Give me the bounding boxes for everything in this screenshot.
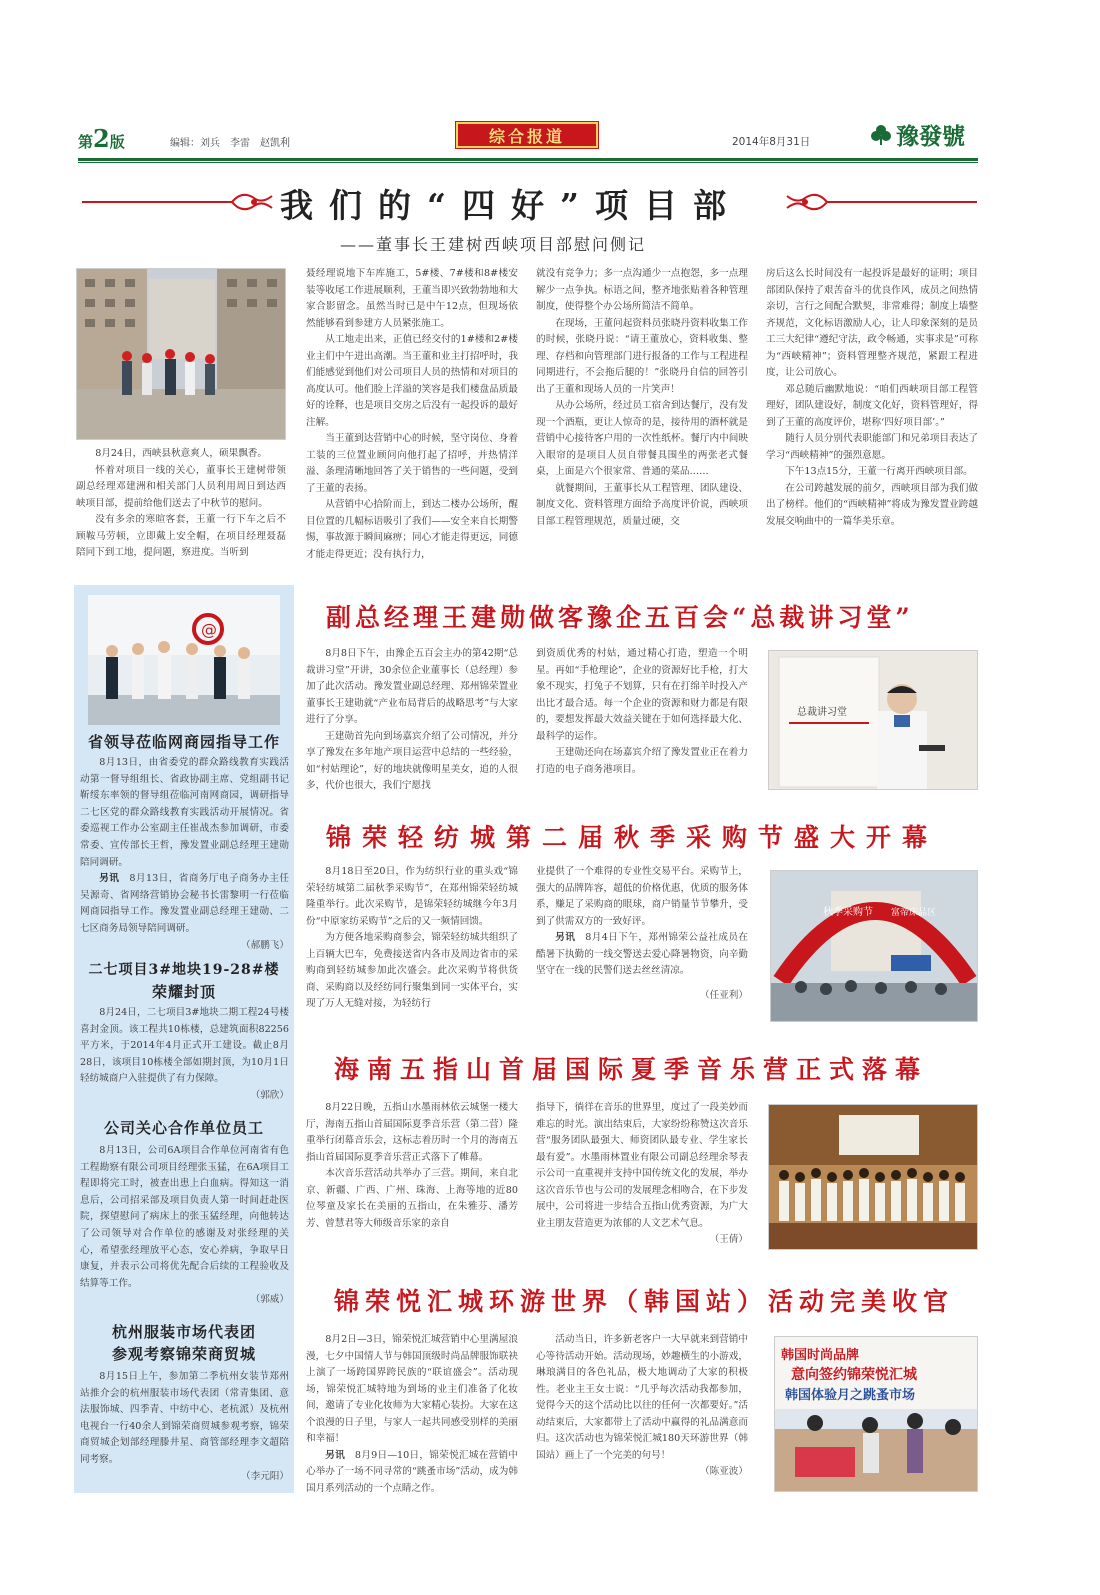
brand-name: 豫發號 (896, 123, 965, 150)
korea-event-headline: 锦荣悦汇城环游世界（韩国站）活动完美收官 (334, 1287, 955, 1316)
byline: （郭欣） (250, 1089, 289, 1101)
publication-date: 2014年8月31日 (732, 136, 811, 148)
header-rule-thin (78, 162, 978, 163)
byline: （郭威） (250, 1294, 289, 1306)
paragraph: 没有多余的寒暄客套，王董一行下车之后不顾鞍马劳顿，立即戴上安全帽，在项目经理聂磊陪同下到工地，提问题，察进度。当听到 (76, 514, 286, 558)
byline: （王倩） (709, 1234, 748, 1245)
paragraph: 聂经理说地下车库施工，5#楼、7#楼和8#楼安装等收尾工作进展顺利，王董当即兴致勃勃地和大家合影留念。虽然当时已是中午12点，但现场依然能够看到参建方人员紧张施工。 (306, 268, 518, 329)
paragraph: 房后这么长时间没有一起投诉是最好的证明；项目部团队保持了艰苦奋斗的优良作风，成员之间热情亲切，言行之间配合默契，非常难得；制度上墙整齐规范，文化标语激励人心，让人印象深刻的是员工三大纪律“遵纪守法，政令畅通，实事求是”可称为“西峡精神”；资料管理整齐规范，紧跟工程进度，让公司放心。 (766, 268, 978, 378)
also-label: 另讯 (99, 873, 120, 885)
paragraph: 邓总随后幽默地说：“咱们西峡项目部工程管理好，团队建设好，制度文化好，资料管理好，得到了王董的高度评价，堪称‘四好项目部’。” (766, 383, 978, 428)
korea-column-2 (536, 1332, 748, 1481)
news-sidebar (74, 585, 294, 1493)
paragraph: 从营销中心拾阶而上，到达二楼办公场所，醒目位置的几幅标语吸引了我们——安全来自长期警惕，事故源于瞬间麻痹；同心才能走得更远，同德才能走得更近；没有执行力， (306, 499, 518, 560)
music-camp-headline: 海南五指山首届国际夏季音乐营正式落幕 (334, 1055, 929, 1084)
paragraph: 就餐期间，王董事长从工程管理、团队建设、制度文化、资料管理方面给予高度评价说，西峡项目部工程管理规范，质量过硬，交 (536, 482, 748, 527)
lead-column-3 (536, 266, 748, 530)
paragraph: 8月24日，二七项目3#地块二期工程24号楼喜封金顶。该工程共10栋楼，总建筑面积82256平方米，于2014年4月正式开工建设。截止8月28日，该项目10栋楼全部如期封顶，为10月1日轻纺城商户入驻提供了有力保障。 (80, 1007, 289, 1085)
sidebar-headline-3: 公司关心合作单位员工 (103, 1119, 264, 1137)
paragraph: 从工地走出来，正值已经交付的1#楼和2#楼业主们中午进出高潮。当王董和业主打招呼时，我们能感觉到他们对公司项目人员的热情和对项目的高度认可。他们脸上洋溢的笑容是我们楼盘品质最好的诠释，也是项目交房之后没有一起投诉的最好注解。 (306, 334, 518, 428)
sidebar-headline-1: 省领导莅临网商园指导工作 (87, 733, 280, 751)
paragraph: 8月4日下午，郑州锦荣公益社成员在酷暑下执勤的一线交警送去爱心降暑物资，向辛勤坚守在一线的民警们送去丝丝清凉。 (536, 932, 749, 976)
paragraph: 在公司跨越发展的前夕，西峡项目部为我们做出了榜样。他们的“西峡精神”将成为豫发置业跨越发展交响曲中的一篇华美乐章。 (766, 482, 978, 527)
lead-column-2 (306, 266, 518, 563)
forum-headline: 副总经理王建勋做客豫企五百会“总裁讲习堂” (326, 603, 914, 632)
brand-logo (870, 118, 965, 151)
sidebar-headline-4a: 杭州服装市场代表团 (111, 1323, 256, 1341)
inspection-photo (88, 595, 280, 725)
paragraph: 8月9日—10日，锦荣悦汇城在营销中心举办了一场不同寻常的“跳蚤市场”活动，成为韩国月系列活动的一个点睛之作。 (306, 1449, 519, 1494)
forum-column-1 (306, 646, 518, 795)
byline: （陈亚波） (700, 1466, 748, 1477)
right-ornament (785, 190, 977, 214)
lead-column-1 (76, 446, 286, 562)
sidebar-story-1 (80, 755, 289, 954)
music-column-1 (306, 1100, 518, 1232)
clover-icon (870, 124, 892, 146)
sidebar-headline-2b: 荣耀封顶 (151, 983, 216, 1001)
sidebar-headline-2a: 二七项目3#地块19-28#楼 (88, 962, 280, 978)
festival-column-2 (536, 864, 748, 1004)
paragraph: 随行人员分别代表职能部门和兄弟项目表达了学习“西峡精神”的强烈意愿。 (766, 433, 978, 461)
paragraph: 为方便各地采购商参会，锦荣轻纺城共组织了上百辆大巴车，免费接送省内各市及周边省市的采购商到轻纺城参加此次盛会。此次采购节将供货商、采购商以及经纺同行聚集到同一实体平台，实现了万人无缝对接，为轻纺行 (306, 932, 518, 1009)
also-label: 另讯 (325, 1449, 345, 1461)
paragraph: 业提供了一个难得的专业性交易平台。采购节上，强大的品牌阵容，超低的价格优惠，优质的服务体系，赚足了采购商的眼球，商户销量节节攀升，受到了供需双方的一致好评。 (536, 866, 748, 927)
byline: （李元阳） (241, 1470, 289, 1482)
forum-column-2 (536, 646, 748, 778)
sidebar-headline-4b: 参观考察锦荣商贸城 (111, 1345, 256, 1363)
paragraph: 下午13点15分，王董一行离开西峡项目部。 (785, 466, 973, 477)
paragraph: 王建勋还向在场嘉宾介绍了豫发置业正在着力打造的电子商务港项目。 (536, 747, 748, 775)
paragraph: 怀着对项目一线的关心，董事长王建树带领副总经理邓建洲和相关部门人员利用周日到达西峡项目部，提前给他们送去了中秋节的慰问。 (76, 464, 286, 509)
paragraph: 就没有竞争力；多一点沟通少一点抱怨，多一点理解少一点争执。标语之间，整齐地张贴着各种管理制度，使得整个办公场所简洁不简单。 (536, 268, 748, 312)
paragraph: 8月13日，公司6A项目合作单位河南省有色工程勘察有限公司项目经理张玉猛，在6A项目工程即将完工时，被查出患上白血病。得知这一消息后，公司招采部及项目负责人第一时间赶赴医院，探望慰问了病床上的张玉猛经理，向他转达了公司领导对合作单位的感谢及对张经理的关心，希望张经理放平心态，安心养病，争取早日康复，并表示公司将优先配合后续的工程验收及结算等工作。 (80, 1145, 289, 1289)
paragraph: 8月15日上午，参加第二季杭州女装节郑州站推介会的杭州服装市场代表团（常青集团、意法服饰城、四季青、中纺中心、老杭派）及杭州电视台一行40余人到锦荣商贸城参观考察，锦荣商贸城企划部经理滕井星、商管部经理李文超陪同考察。 (80, 1371, 289, 1465)
banner-text: 秋季采购节 (823, 907, 873, 918)
paragraph: 8月13日，省商务厅电子商务办主任吴源奇、省网络营销协会秘书长雷黎明一行莅临网商园指导工作。豫发置业副总经理王建勋、二七区商务局领导陪同调研。 (80, 873, 290, 934)
page-number: 第2版 (78, 124, 125, 153)
paragraph: 8月13日，由省委党的群众路线教育实践活动第一督导组组长、省政协副主席、党组副书记靳绥东率领的督导组莅临河南网商园，调研指导二七区党的群众路线教育实践活动开展情况。省委巡视工作办公室副主任崔战杰参加调研，市委常委、宣传部长王哲，豫发置业副总经理王建勋陪同调研。 (80, 757, 289, 868)
paragraph: 活动当日，许多新老客户一大早就来到营销中心等待活动开始。活动现场，妙趣横生的小游戏，琳琅满目的各色礼品，极大地调动了大家的积极性。老业主王女士说：“几乎每次活动我都参加，觉得今天的这个活动比以往的任何一次都要好。”活动结束后，大家都带上了活动中赢得的礼品满意而归。这次活动也为锦荣悦汇城180天环游世界（韩国站）画上了一个完美的句号！ (536, 1334, 748, 1461)
left-ornament (82, 190, 274, 214)
sign-text-2: 意向签约锦荣悦汇城 (791, 1367, 917, 1383)
sidebar-story-3 (80, 1143, 289, 1309)
paragraph: 指导下，徜徉在音乐的世界里，度过了一段美妙而难忘的时光。演出结束后，大家纷纷称赞这次音乐营“服务团队最强大、师资团队最专业、学生家长最有爱”。水墨雨林置业有限公司副总经理余琴表示公司一直重视并支持中国传统文化的发展，举办这次音乐节也与公司的发展理念相吻合，在下步发展中，公司将进一步结合五指山优秀资源，为广大业主朋友营造更为浓郁的人文艺术气息。 (536, 1102, 748, 1229)
byline: （任亚利） (700, 989, 748, 1001)
screen-text: 总裁讲习堂 (797, 707, 847, 718)
section-tag: 综合报道 (456, 122, 598, 148)
flea-market-photo (774, 1336, 978, 1492)
music-camp-photo (768, 1104, 978, 1250)
lead-subheadline: ——董事长王建树西峡项目部慰问侧记 (340, 235, 647, 254)
sign-text-1: 韩国时尚品牌 (781, 1348, 860, 1363)
paragraph: 8月18日至20日，作为纺织行业的重头戏“锦荣轻纺城第二届秋季采购节”，在郑州锦荣轻纺城隆重举行。此次采购节，是锦荣轻纺城继今年3月份“中原家纺采购节”之后的又一频情回馈。 (306, 866, 518, 927)
paragraph: 8月22日晚，五指山水墨雨林依云城堡一楼大厅，海南五指山首届国际夏季音乐营（第二营）隆重举行闭幕音乐会，这标志着历时一个月的海南五指山首届国际夏季音乐营正式落下了帷幕。 (306, 1102, 518, 1163)
svg-text:@: @ (201, 620, 217, 639)
speaker-photo (768, 650, 978, 790)
banner-text-2: 富帝床品区 (891, 908, 937, 918)
editors-line: 编辑：刘兵 李雷 赵凯利 (170, 138, 290, 149)
festival-column-1 (306, 864, 518, 1013)
also-label: 另讯 (555, 932, 576, 943)
lead-headline: 我们的“四好”项目部 (280, 186, 742, 225)
sidebar-story-4 (80, 1369, 289, 1485)
sign-text-3: 韩国体验月之跳蚤市场 (785, 1388, 916, 1403)
header-rule (78, 158, 978, 161)
paragraph: 本次音乐营活动共举办了三营。期间，来自北京、新疆、广西、广州、珠海、上海等地的近80位琴童及家长在美丽的五指山，在朱雅芬、潘芳芳、曾慧君等大师级音乐家的亲自 (306, 1168, 518, 1229)
paragraph: 在现场，王董问起资料员张晓丹资料收集工作的时候，张晓丹说：“请王董放心，资料收集、整理、存档和向管理部门进行报备的工作与工程进程同期进行，不会拖后腿的！”张晓丹自信的回答引出了王董和现场人员的一片笑声！ (536, 317, 748, 395)
shopping-festival-photo (770, 870, 978, 1022)
paragraph: 8月8日下午，由豫企五百会主办的第42期“总裁讲习堂”开讲，30余位企业董事长（总经理）参加了此次活动。豫发置业副总经理、郑州锦荣置业董事长王建勋就“产业布局背后的战略思考”与大家进行了分享。 (306, 648, 518, 725)
photo-caption: 8月24日，西峡县秋意爽人，硕果飘香。 (95, 448, 267, 459)
byline: （郝鹏飞） (241, 939, 289, 951)
paragraph: 到资质优秀的村姑，通过精心打造，塑造一个明星。再如“手枪理论”，企业的资源好比手枪，打大象不现实，打兔子不划算，只有在打绵羊时投入产出比才最合适。每一个企业的资源和财力都是有限的，要想发挥最大效益关键在于如何选择最大化、最科学的运作。 (536, 648, 748, 742)
construction-site-photo (76, 268, 286, 440)
lead-column-4 (766, 266, 978, 530)
paragraph: 从办公场所，经过员工宿舍到达餐厅，没有发现一个酒瓶，更让人惊奇的是，接待用的酒杯就是营销中心接待客户用的一次性纸杯。餐厅内中间映入眼帘的是项目人员自带餐具围坐的两张老式餐桌，上面是六个很家常、普通的菜品…… (536, 400, 748, 477)
korea-column-1 (306, 1332, 518, 1497)
paragraph: 王建勋首先向到场嘉宾介绍了公司情况，并分享了豫发在多年地产项目运营中总结的一些经验，如“村姑理论”，好的地块就像明星美女，追的人很多，代价也很大，我们宁愿找 (306, 730, 518, 791)
music-column-2 (536, 1100, 748, 1249)
sidebar-story-2 (80, 1005, 289, 1105)
paragraph: 8月2日—3日，锦荣悦汇城营销中心里满屋浪漫，七夕中国情人节与韩国顶级时尚品牌服饰联袂上演了一场跨国界跨民族的“联谊盛会”。活动现场，锦荣悦汇城特地为到场的业主们准备了化妆间，邀请了专业化妆师为大家精心装扮。大家在这个浪漫的日子里，与家人一起共同感受别样的美丽和幸福！ (306, 1334, 518, 1444)
paragraph: 当王董到达营销中心的时候，坚守岗位、身着工装的三位置业顾问向他打起了招呼，并热情洋溢、条理清晰地回答了关于销售的一些问题，受到了王董的表扬。 (306, 433, 518, 494)
festival-headline: 锦荣轻纺城第二届秋季采购节盛大开幕 (326, 823, 939, 852)
